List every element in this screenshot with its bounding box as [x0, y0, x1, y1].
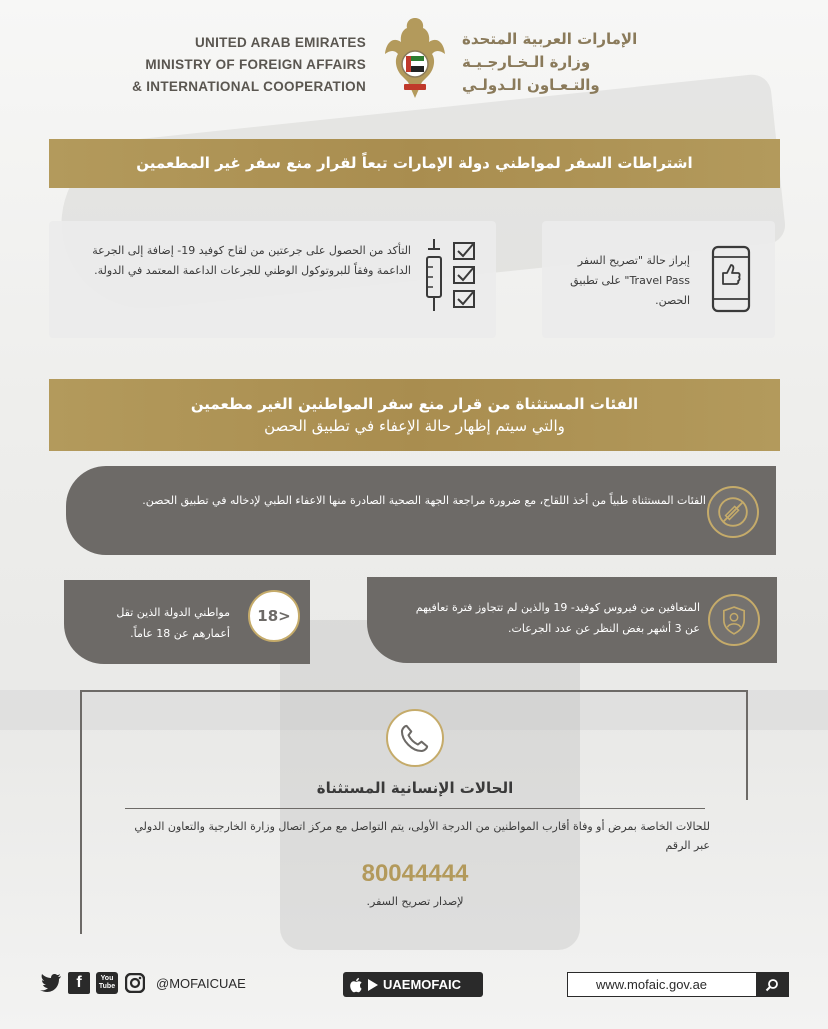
- footer: [0, 960, 828, 1029]
- youtube-label: You Tube: [98, 975, 116, 990]
- banner-subtitle: والتي سيتم إظهار حالة الإعفاء في تطبيق الحصن: [264, 417, 565, 435]
- exemption-text: المتعافين من فيروس كوفيد- 19 والذين لم تتجاوز فترة تعافيهم عن 3 أشهر بغض النظر عن عدد الجرعات.: [415, 601, 700, 635]
- phone-icon: [386, 709, 444, 767]
- humanitarian-title: الحالات الإنسانية المستثناة: [316, 779, 514, 797]
- requirement-card-vaccination: [49, 221, 496, 338]
- ministry-name-arabic: [462, 28, 702, 97]
- ar-line-3: والتـعـاون الـدولـي: [462, 76, 600, 94]
- requirement-card-travel-pass: [542, 221, 775, 338]
- age-18-icon: 18>: [248, 590, 300, 642]
- facebook-icon[interactable]: f: [68, 972, 90, 994]
- no-vaccine-icon: [707, 486, 759, 538]
- search-button[interactable]: [756, 973, 788, 996]
- ministry-name-english: [132, 32, 366, 98]
- banner-title: اشتراطات السفر لمواطني دولة الإمارات تبعاً لقرار منع سفر غير المطعمين: [136, 154, 693, 172]
- banner-title: الفئات المستثناة من قرار منع سفر المواطنين الغير مطعمين: [190, 395, 639, 413]
- exempted-categories-banner: [49, 379, 780, 451]
- ministry-header: [0, 10, 828, 110]
- search-icon: [765, 978, 779, 992]
- syringe-checklist-icon: [418, 235, 482, 317]
- humanitarian-divider: [125, 808, 705, 809]
- requirement-text: التأكد من الحصول على جرعتين من لقاح كوفيد 19- إضافة إلى الجرعة الداعمة وفقاً للبروتوكول الوطني للجرعات الداعمة المعتمد في الدولة.: [92, 244, 411, 277]
- youtube-icon[interactable]: [96, 972, 118, 994]
- requirement-text: إبراز حالة "تصريح السفر Travel Pass" على تطبيق الحصن.: [570, 254, 690, 307]
- website-url-field[interactable]: [567, 972, 789, 997]
- uae-emblem-icon: [382, 14, 448, 102]
- travel-requirements-banner: [49, 139, 780, 188]
- shield-person-icon: [708, 594, 760, 646]
- phone-thumbs-up-icon: [705, 243, 757, 315]
- ar-line-2: وزارة الـخـارجـيـة: [462, 53, 591, 71]
- en-line-2: MINISTRY OF FOREIGN AFFAIRS: [145, 57, 366, 72]
- humanitarian-box-corner: [746, 690, 748, 800]
- twitter-icon[interactable]: [40, 972, 62, 994]
- ar-line-1: الإمارات العربية المتحدة: [462, 30, 638, 48]
- exemption-text: مواطني الدولة الذين تقل أعمارهم عن 18 عاماً.: [116, 606, 230, 640]
- instagram-icon[interactable]: [124, 972, 146, 994]
- en-line-1: UNITED ARAB EMIRATES: [195, 35, 366, 50]
- call-center-number[interactable]: 80044444: [361, 860, 469, 887]
- humanitarian-body: للحالات الخاصة بمرض أو وفاة أقارب المواطنين من الدرجة الأولى، يتم التواصل مع مركز اتصال وزارة الخارجية والتعاون الدولي عبر الرقم: [134, 820, 710, 852]
- app-name: UAEMOFAIC: [383, 977, 461, 992]
- apple-icon: [349, 977, 363, 993]
- exemption-card-medical: [66, 466, 776, 555]
- en-line-3: & INTERNATIONAL COOPERATION: [132, 79, 366, 94]
- exemption-text: الفئات المستثناة طبياً من أخذ اللقاح، مع ضرورة مراجعة الجهة الصحية الصادرة منها الاعفاء الطبي لإدخاله في تطبيق الحصن.: [142, 494, 706, 507]
- humanitarian-issue-text: لإصدار تصريح السفر.: [366, 895, 464, 908]
- social-handle[interactable]: @MOFAICUAE: [156, 975, 246, 991]
- website-url[interactable]: www.mofaic.gov.ae: [596, 977, 708, 992]
- google-play-icon: [367, 978, 379, 992]
- social-links: [40, 972, 246, 994]
- exemption-card-under-18: [64, 580, 310, 664]
- app-store-badge[interactable]: [343, 972, 483, 997]
- exemption-card-recovered: [367, 577, 777, 663]
